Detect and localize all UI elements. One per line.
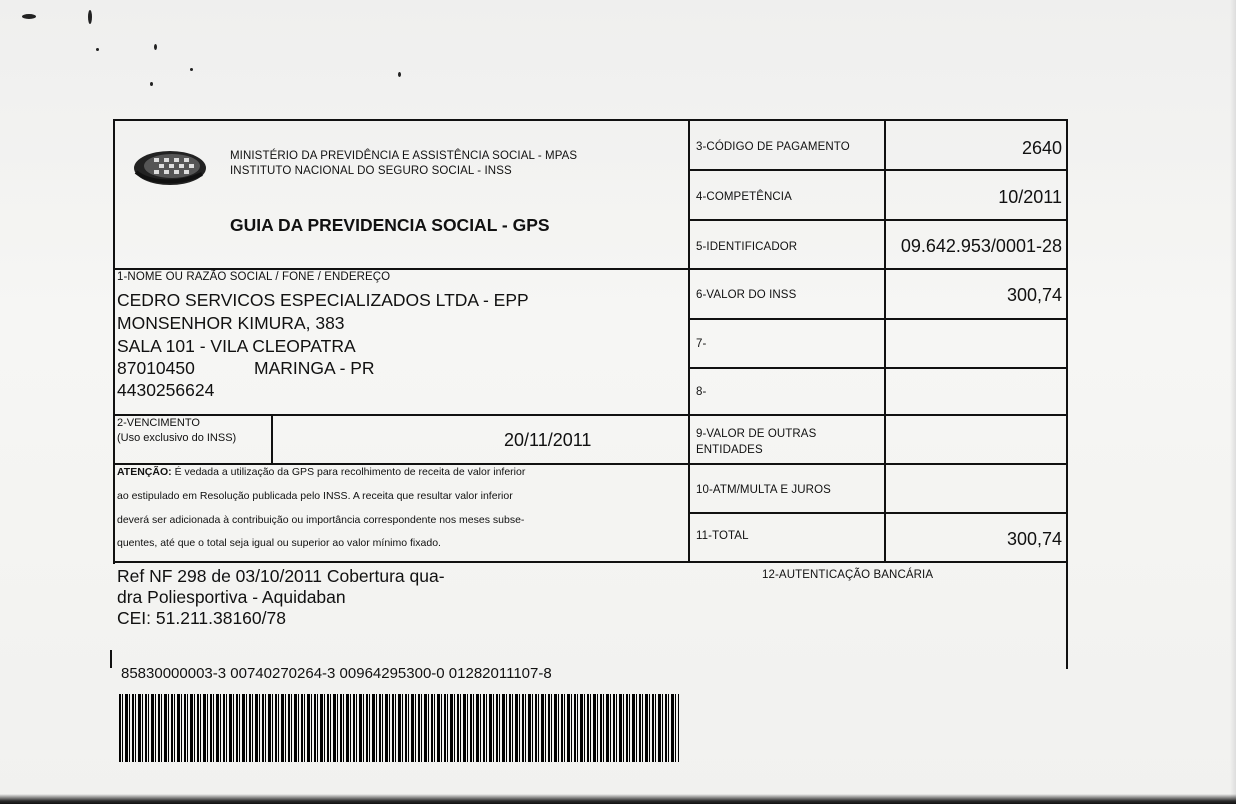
valor-inss-value: 300,74 <box>1006 285 1062 305</box>
form-title: GUIA DA PREVIDENCIA SOCIAL - GPS <box>230 215 550 235</box>
barcode <box>119 694 679 762</box>
contribuinte-city: MARINGA - PR <box>254 358 375 378</box>
total-value: 300,74 <box>1006 529 1062 549</box>
contribuinte-cep: 87010450 <box>117 358 195 378</box>
inss-logo-icon <box>132 148 208 188</box>
identificador-label: 5-IDENTIFICADOR <box>696 241 798 253</box>
codigo-label: 3-CÓDIGO DE PAGAMENTO <box>696 141 850 153</box>
total-label: 11-TOTAL <box>696 530 749 542</box>
contribuinte-name: CEDRO SERVICOS ESPECIALIZADOS LTDA - EPP <box>117 290 529 310</box>
scan-speck <box>154 44 157 50</box>
atencao-line-1 <box>117 466 525 478</box>
identificador-value: 09.642.953/0001-28 <box>900 236 1062 256</box>
autenticacao-label: 12-AUTENTICAÇÃO BANCÁRIA <box>762 569 934 581</box>
institute-name: INSTITUTO NACIONAL DO SEGURO SOCIAL - INSS <box>230 165 512 177</box>
ministry-name: MINISTÉRIO DA PREVIDÊNCIA E ASSISTÊNCIA SOCIAL - MPAS <box>230 150 578 162</box>
vencimento-label: 2-VENCIMENTO <box>117 417 200 429</box>
vencimento-sublabel: (Uso exclusivo do INSS) <box>117 432 237 444</box>
scan-speck <box>88 10 92 24</box>
scan-shadow <box>0 794 1236 804</box>
atencao-line-4: quentes, até que o total seja igual ou superior ao valor mínimo fixado. <box>117 537 441 549</box>
contribuinte-label: 1-NOME OU RAZÃO SOCIAL / FONE / ENDEREÇO <box>117 271 391 283</box>
atencao-text-1: É vedada a utilização da GPS para recolhimento de receita de valor inferior <box>174 466 526 478</box>
paper-edge <box>1230 0 1236 804</box>
vencimento-value: 20/11/2011 <box>504 430 592 450</box>
observacao-line-3: CEI: 51.211.38160/78 <box>117 608 286 628</box>
field-8-label: 8- <box>696 386 707 398</box>
valor-inss-label: 6-VALOR DO INSS <box>696 289 797 301</box>
observacao-line-1: Ref NF 298 de 03/10/2011 Cobertura qua- <box>117 566 445 586</box>
competencia-label: 4-COMPETÊNCIA <box>696 191 792 203</box>
contribuinte-address-2: SALA 101 - VILA CLEOPATRA <box>117 336 356 356</box>
scan-speck <box>398 72 401 77</box>
atm-multa-label: 10-ATM/MULTA E JUROS <box>696 484 831 496</box>
barcode-digits: 85830000003-3 00740270264-3 00964295300-0 01282011107-8 <box>121 665 552 682</box>
competencia-value: 10/2011 <box>998 187 1062 207</box>
scan-speck <box>96 48 99 51</box>
atencao-line-3: deverá ser adicionada à contribuição ou importância correspondente nos meses subse- <box>117 514 525 526</box>
observacao-line-2: dra Poliesportiva - Aquidaban <box>117 587 346 607</box>
codigo-value: 2640 <box>1021 138 1062 158</box>
scan-speck <box>22 14 36 19</box>
field-7-label: 7- <box>696 338 707 350</box>
scan-speck <box>190 68 193 71</box>
contribuinte-address-1: MONSENHOR KIMURA, 383 <box>117 313 345 333</box>
outras-entidades-label-2: ENTIDADES <box>696 444 763 456</box>
contribuinte-phone: 4430256624 <box>117 380 215 400</box>
atencao-line-2: ao estipulado em Resolução publicada pelo INSS. A receita que resultar valor inferior <box>117 490 513 502</box>
scan-speck <box>150 82 153 86</box>
outras-entidades-label-1: 9-VALOR DE OUTRAS <box>696 428 817 440</box>
atencao-title: ATENÇÃO: <box>117 466 172 478</box>
